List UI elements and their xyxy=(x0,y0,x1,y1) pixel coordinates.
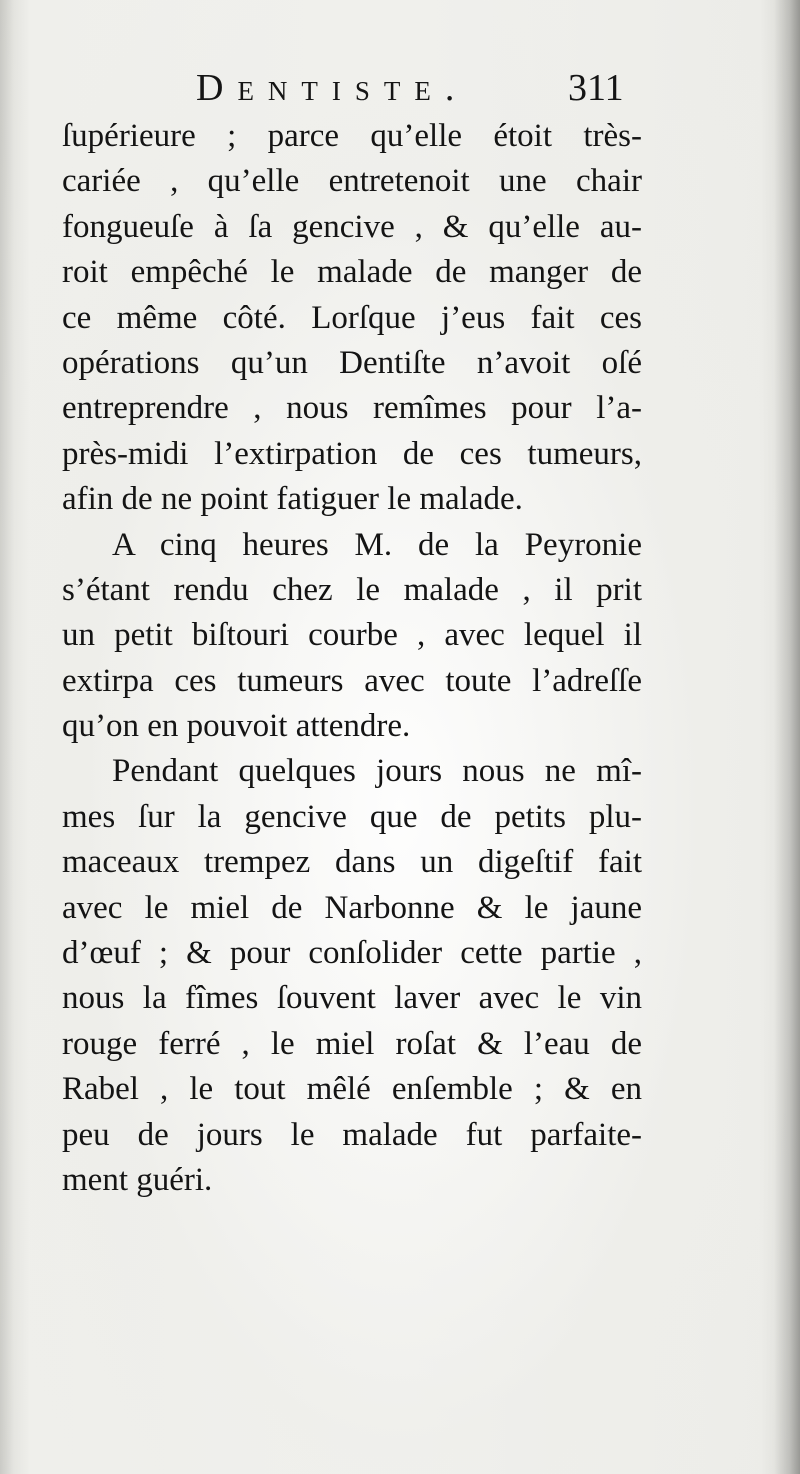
text-line: près-midi l’extirpation de ces tumeurs, xyxy=(62,435,642,472)
text-line: maceaux trempez dans un digeſtif fait xyxy=(62,844,642,881)
text-line: entreprendre , nous remîmes pour l’a- xyxy=(62,390,642,427)
text-line: rouge ferré , le miel roſat & l’eau de xyxy=(62,1025,642,1062)
text-line: fongueuſe à ſa gencive , & qu’elle au- xyxy=(62,208,642,245)
text-line: un petit biſtouri courbe , avec lequel il xyxy=(62,617,642,654)
running-title: Dentiste. xyxy=(196,67,469,109)
page-header xyxy=(196,66,656,116)
text-line: qu’on en pouvoit attendre. xyxy=(62,708,411,745)
text-line: extirpa ces tumeurs avec toute l’adreſſe xyxy=(62,662,642,699)
text-line: afin de ne point fatiguer le malade. xyxy=(62,481,523,518)
text-line: peu de jours le malade fut parfaite- xyxy=(62,1116,642,1153)
text-line: s’étant rendu chez le malade , il prit xyxy=(62,571,642,608)
text-line: cariée , qu’elle entretenoit une chair xyxy=(62,163,642,200)
text-line: nous la fîmes ſouvent laver avec le vin xyxy=(62,980,642,1017)
page-spine-shadow xyxy=(774,0,800,1474)
text-line: d’œuf ; & pour conſolider cette partie , xyxy=(62,935,642,972)
text-line: roit empêché le malade de manger de xyxy=(62,254,642,291)
page-left-edge-shadow xyxy=(0,0,14,1474)
text-line: ſupérieure ; parce qu’elle étoit très- xyxy=(62,118,642,154)
text-line: mes ſur la gencive que de petits plu- xyxy=(62,798,642,835)
text-line: ment guéri. xyxy=(62,1161,213,1198)
text-line: avec le miel de Narbonne & le jaune xyxy=(62,889,642,926)
body-text xyxy=(62,114,642,1203)
paragraph-first-line: A cinq heures M. de la Peyronie xyxy=(112,526,642,563)
paragraph-first-line: Pendant quelques jours nous ne mî- xyxy=(112,753,642,790)
text-line: Rabel , le tout mêlé enſemble ; & en xyxy=(62,1071,642,1108)
page-number: 311 xyxy=(568,67,624,109)
text-line: ce même côté. Lorſque j’eus fait ces xyxy=(62,299,642,336)
text-line: opérations qu’un Dentiſte n’avoit oſé xyxy=(62,344,642,381)
